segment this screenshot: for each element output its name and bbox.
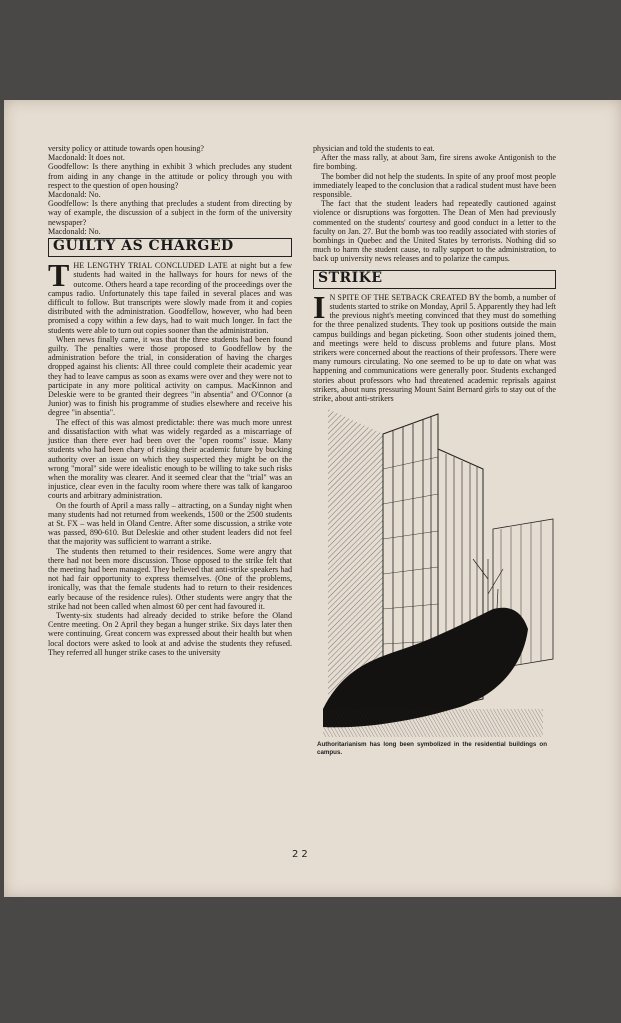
section-heading-strike: STRIKE [318, 269, 383, 286]
body-paragraph: The bomber did not help the students. In spite of any proof most people immediately leaped to the conclusion that a radical student must have been responsible. [313, 171, 556, 200]
interview-line: Macdonald: It does not. [48, 153, 125, 163]
section-heading-box [313, 270, 556, 289]
right-column [313, 144, 556, 756]
lead-text: HE LENGTHY TRIAL CONCLUDED LATE at night but a few students had waited in the hallways for hours for news of the outcome. Others heard a tape recording of the proceedings over the campus radio. Unfortunately this tape failed in several places and was difficult to follow. But transcripts were slowly made from it and copies distributed with the administration. Goodfellow, however, who had been promised a copy within a few days, had to wait much longer. In fact the students were able to turn out copies sooner than the administration. [48, 261, 292, 335]
building-drawing [313, 409, 556, 739]
page-number: 22 [292, 849, 311, 860]
section-heading-guilty: GUILTY AS CHARGED [53, 238, 234, 255]
lead-paragraph [313, 288, 556, 404]
body-paragraph: The students then returned to their residences. Some were angry that there had not been more discussion. Those opposed to the strike felt that the meeting had been managed. They believed that anti-strike speakers had not had fair opportunity to express themselves. (One of the problems, ironically, was that the female students had to return to their residences early because of the residence rules). Other students were angry that the strike had not been called when almost 60 per cent had favoured it. [48, 546, 292, 611]
body-paragraph: After the mass rally, at about 3am, fire sirens awoke Antigonish to the fire bombing. [313, 153, 556, 172]
body-paragraph: Twenty-six students had already decided to strike before the Oland Centre meeting. On 2 April they began a hunger strike. Six days later then were continuing. Great concern was expressed about their health but when local doctors were asked to look at and advise the students they refused. They referred all hunger strike cases to the university [48, 610, 292, 657]
left-column [48, 144, 292, 657]
body-paragraph: When news finally came, it was that the three students had been found guilty. The penalties were those proposed to Goodfellow by the administration before the trial, in consideration of having the charges dropped against his clients: All three could complete their academic year they had to leave campus as soon as exams were over and they were not to participate in any more political activity on campus. MacKinnon and Deleskie were to be granted their degrees "in absentia" and O'Connor (a Junior) was to finish his programme of studies elsewhere and receive his degree "in absentia". [48, 334, 292, 418]
interview-line: versity policy or attitude towards open housing? [48, 144, 204, 153]
drop-cap: I [313, 288, 326, 325]
body-paragraph: The fact that the student leaders had repeatedly cautioned against violence or disruptions was forgotten. The Dean of Men had previously commented on the students' courtesy and good conduct in a letter to the faculty on Jan. 27. But the bomb was too readily associated with stories of bombings in Quebec and the United States by terrorists. Nothing did so much to harm the student cause, to rally support to the administration, to back up university news releases and to polarize the campus. [313, 199, 556, 264]
lead-text: N SPITE OF THE SETBACK CREATED BY the bomb, a number of students started to strike on Monday, April 5. Apparently they had left the previous night's meeting convinced that they must do something for the three penalized students. They took up positions outside the main campus buildings and began picketing. Soon other students joined them, and meetings were held to discuss problems and future plans. Most strikers were concerned about the reactions of their professors. There were many rumours circulating. No one seemed to be up to date on what was happening and communications were generally poor. Students exchanged stories about professors who had threatened academic reprisals against strikers, about nuns pressuring Mount Saint Bernard girls to stay out of the strike, about anti-strikers [313, 292, 556, 404]
interview-line: Goodfellow: Is there anything that precludes a student from directing by way of example, the discussion of a subject in the form of the university newspaper? [48, 199, 292, 227]
interview-line: Macdonald: No. [48, 226, 101, 236]
figure-caption: Authoritarianism has long been symbolized in the residential buildings on campus. [317, 741, 547, 756]
residence-illustration [313, 409, 556, 739]
body-paragraph: On the fourth of April a mass rally – attracting, on a Sunday night when many students had not returned from weekends, 1500 or the 2500 students at St. FX – was held in Oland Centre. After some discussion, a strike vote was passed, 890-610. But Deleskie and other student leaders did not feel that the majority was sufficient to warrant a strike. [48, 500, 292, 547]
interview-line: Macdonald: No. [48, 190, 101, 200]
body-paragraph: physician and told the students to eat. [313, 144, 435, 153]
body-paragraph: The effect of this was almost predictable: there was much more unrest and dissatisfaction with what was widely regarded as a miscarriage of justice than there ever had been over the "open rooms" issue. Many students who had been chary of risking their academic future by bucking authority over an issue on which they suspected they might be on the wrong "moral" side were idealistic enough to be willing to take such risks when the morality was clearer. And it seemed clear that the "trial" was an injustice, clear even in the faculty room where there was talk of kangaroo courts and arbitrary administration. [48, 417, 292, 501]
drop-cap: T [48, 257, 70, 294]
interview-line: Goodfellow: Is there anything in exhibit 3 which precludes any student from aiding in any change in the attitude or policy through you with respect to the question of open housing? [48, 162, 292, 190]
section-heading-box [48, 238, 292, 257]
lead-paragraph [48, 257, 292, 335]
